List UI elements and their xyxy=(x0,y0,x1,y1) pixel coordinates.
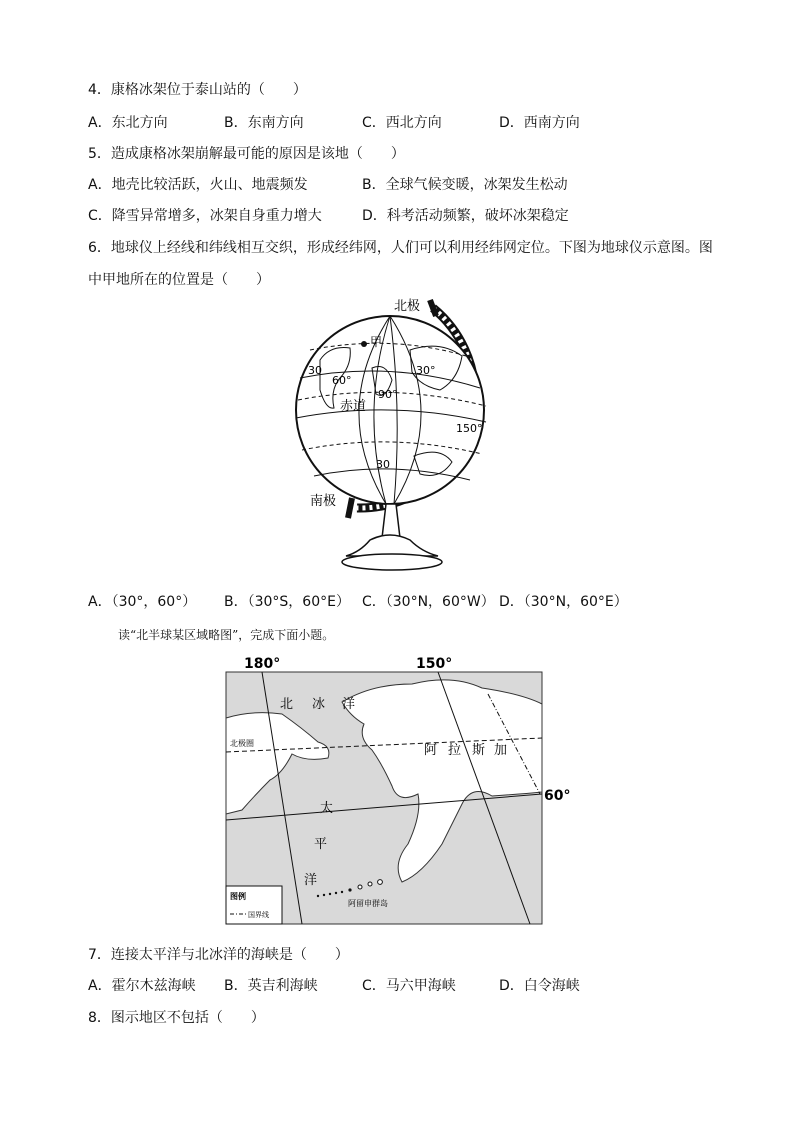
q7-option-b[interactable]: B．英吉利海峡 xyxy=(224,978,318,994)
q6-option-a[interactable]: A．（30°，60°） xyxy=(88,594,197,610)
label-alaska-2: 拉 xyxy=(448,743,462,758)
q5-option-b[interactable]: B．全球气候变暖，冰架发生松动 xyxy=(362,177,568,193)
label-lat-60: 60° xyxy=(544,788,571,804)
q5-option-a[interactable]: A．地壳比较活跃，火山、地震频发 xyxy=(88,177,308,193)
q5-option-d[interactable]: D．科考活动频繁，破坏冰架稳定 xyxy=(362,208,569,224)
label-lon-180: 180° xyxy=(244,656,281,672)
q7-stem: 7．连接太平洋与北冰洋的海峡是（ ） xyxy=(88,947,349,963)
label-south-pole: 南极 xyxy=(310,494,337,509)
q5-option-c[interactable]: C．降雪异常增多，冰架自身重力增大 xyxy=(88,208,322,224)
q7-option-d[interactable]: D．白令海峡 xyxy=(499,978,580,994)
map-intro: 读“北半球某区域略图”，完成下面小题。 xyxy=(118,628,335,642)
label-pacific-3: 洋 xyxy=(304,873,318,888)
label-alaska-1: 阿 xyxy=(424,743,438,758)
label-lat-30-left: 30 xyxy=(308,364,322,377)
label-pacific-1: 太 xyxy=(320,801,334,816)
label-arctic-circle: 北极圈 xyxy=(230,739,254,748)
q4-option-a[interactable]: A．东北方向 xyxy=(88,115,168,131)
point-jia xyxy=(361,341,367,347)
label-lon-60: 60° xyxy=(332,374,352,387)
label-equator: 赤道 xyxy=(340,399,367,414)
q6-option-b[interactable]: B．（30°S，60°E） xyxy=(224,594,350,610)
label-alaska-3: 斯 xyxy=(472,743,486,758)
q6-option-d[interactable]: D．（30°N，60°E） xyxy=(499,594,628,610)
q7-option-c[interactable]: C．马六甲海峡 xyxy=(362,978,456,994)
label-lat-30-right: 30° xyxy=(416,364,436,377)
label-arctic-ocean-3: 洋 xyxy=(342,697,356,712)
label-jia: 甲 xyxy=(370,335,383,349)
q4-option-b[interactable]: B．东南方向 xyxy=(224,115,304,131)
q5-stem: 5．造成康格冰架崩解最可能的原因是该地（ ） xyxy=(88,146,405,162)
globe-figure xyxy=(290,290,510,585)
label-aleutian: 阿留申群岛 xyxy=(348,899,388,908)
q6-option-c[interactable]: C．（30°N，60°W） xyxy=(362,594,495,610)
label-lon-90: 90° xyxy=(378,388,398,401)
label-arctic-ocean-2: 冰 xyxy=(312,697,326,712)
label-lon-150: 150° xyxy=(456,422,483,435)
q6-stem-line2: 中甲地所在的位置是（ ） xyxy=(88,272,270,288)
globe-stand xyxy=(382,504,400,538)
label-north-pole: 北极 xyxy=(394,299,421,314)
q4-option-d[interactable]: D．西南方向 xyxy=(499,115,580,131)
q4-stem: 4．康格冰架位于泰山站的（ ） xyxy=(88,82,307,98)
q7-option-a[interactable]: A．霍尔木兹海峡 xyxy=(88,978,196,994)
region-map xyxy=(222,654,574,930)
label-lat-30-s: 30 xyxy=(376,458,390,471)
q4-option-c[interactable]: C．西北方向 xyxy=(362,115,442,131)
label-pacific-2: 平 xyxy=(314,837,328,852)
legend-border: 国界线 xyxy=(248,911,269,919)
q6-stem-line1: 6．地球仪上经线和纬线相互交织，形成经纬网，人们可以利用经纬网定位。下图为地球仪示意图。图 xyxy=(88,240,713,256)
label-lon-150-map: 150° xyxy=(416,656,453,672)
label-arctic-ocean-1: 北 xyxy=(280,697,294,712)
label-alaska-4: 加 xyxy=(494,743,508,758)
legend-title: 图例 xyxy=(230,892,246,901)
q8-stem: 8．图示地区不包括（ ） xyxy=(88,1010,265,1026)
